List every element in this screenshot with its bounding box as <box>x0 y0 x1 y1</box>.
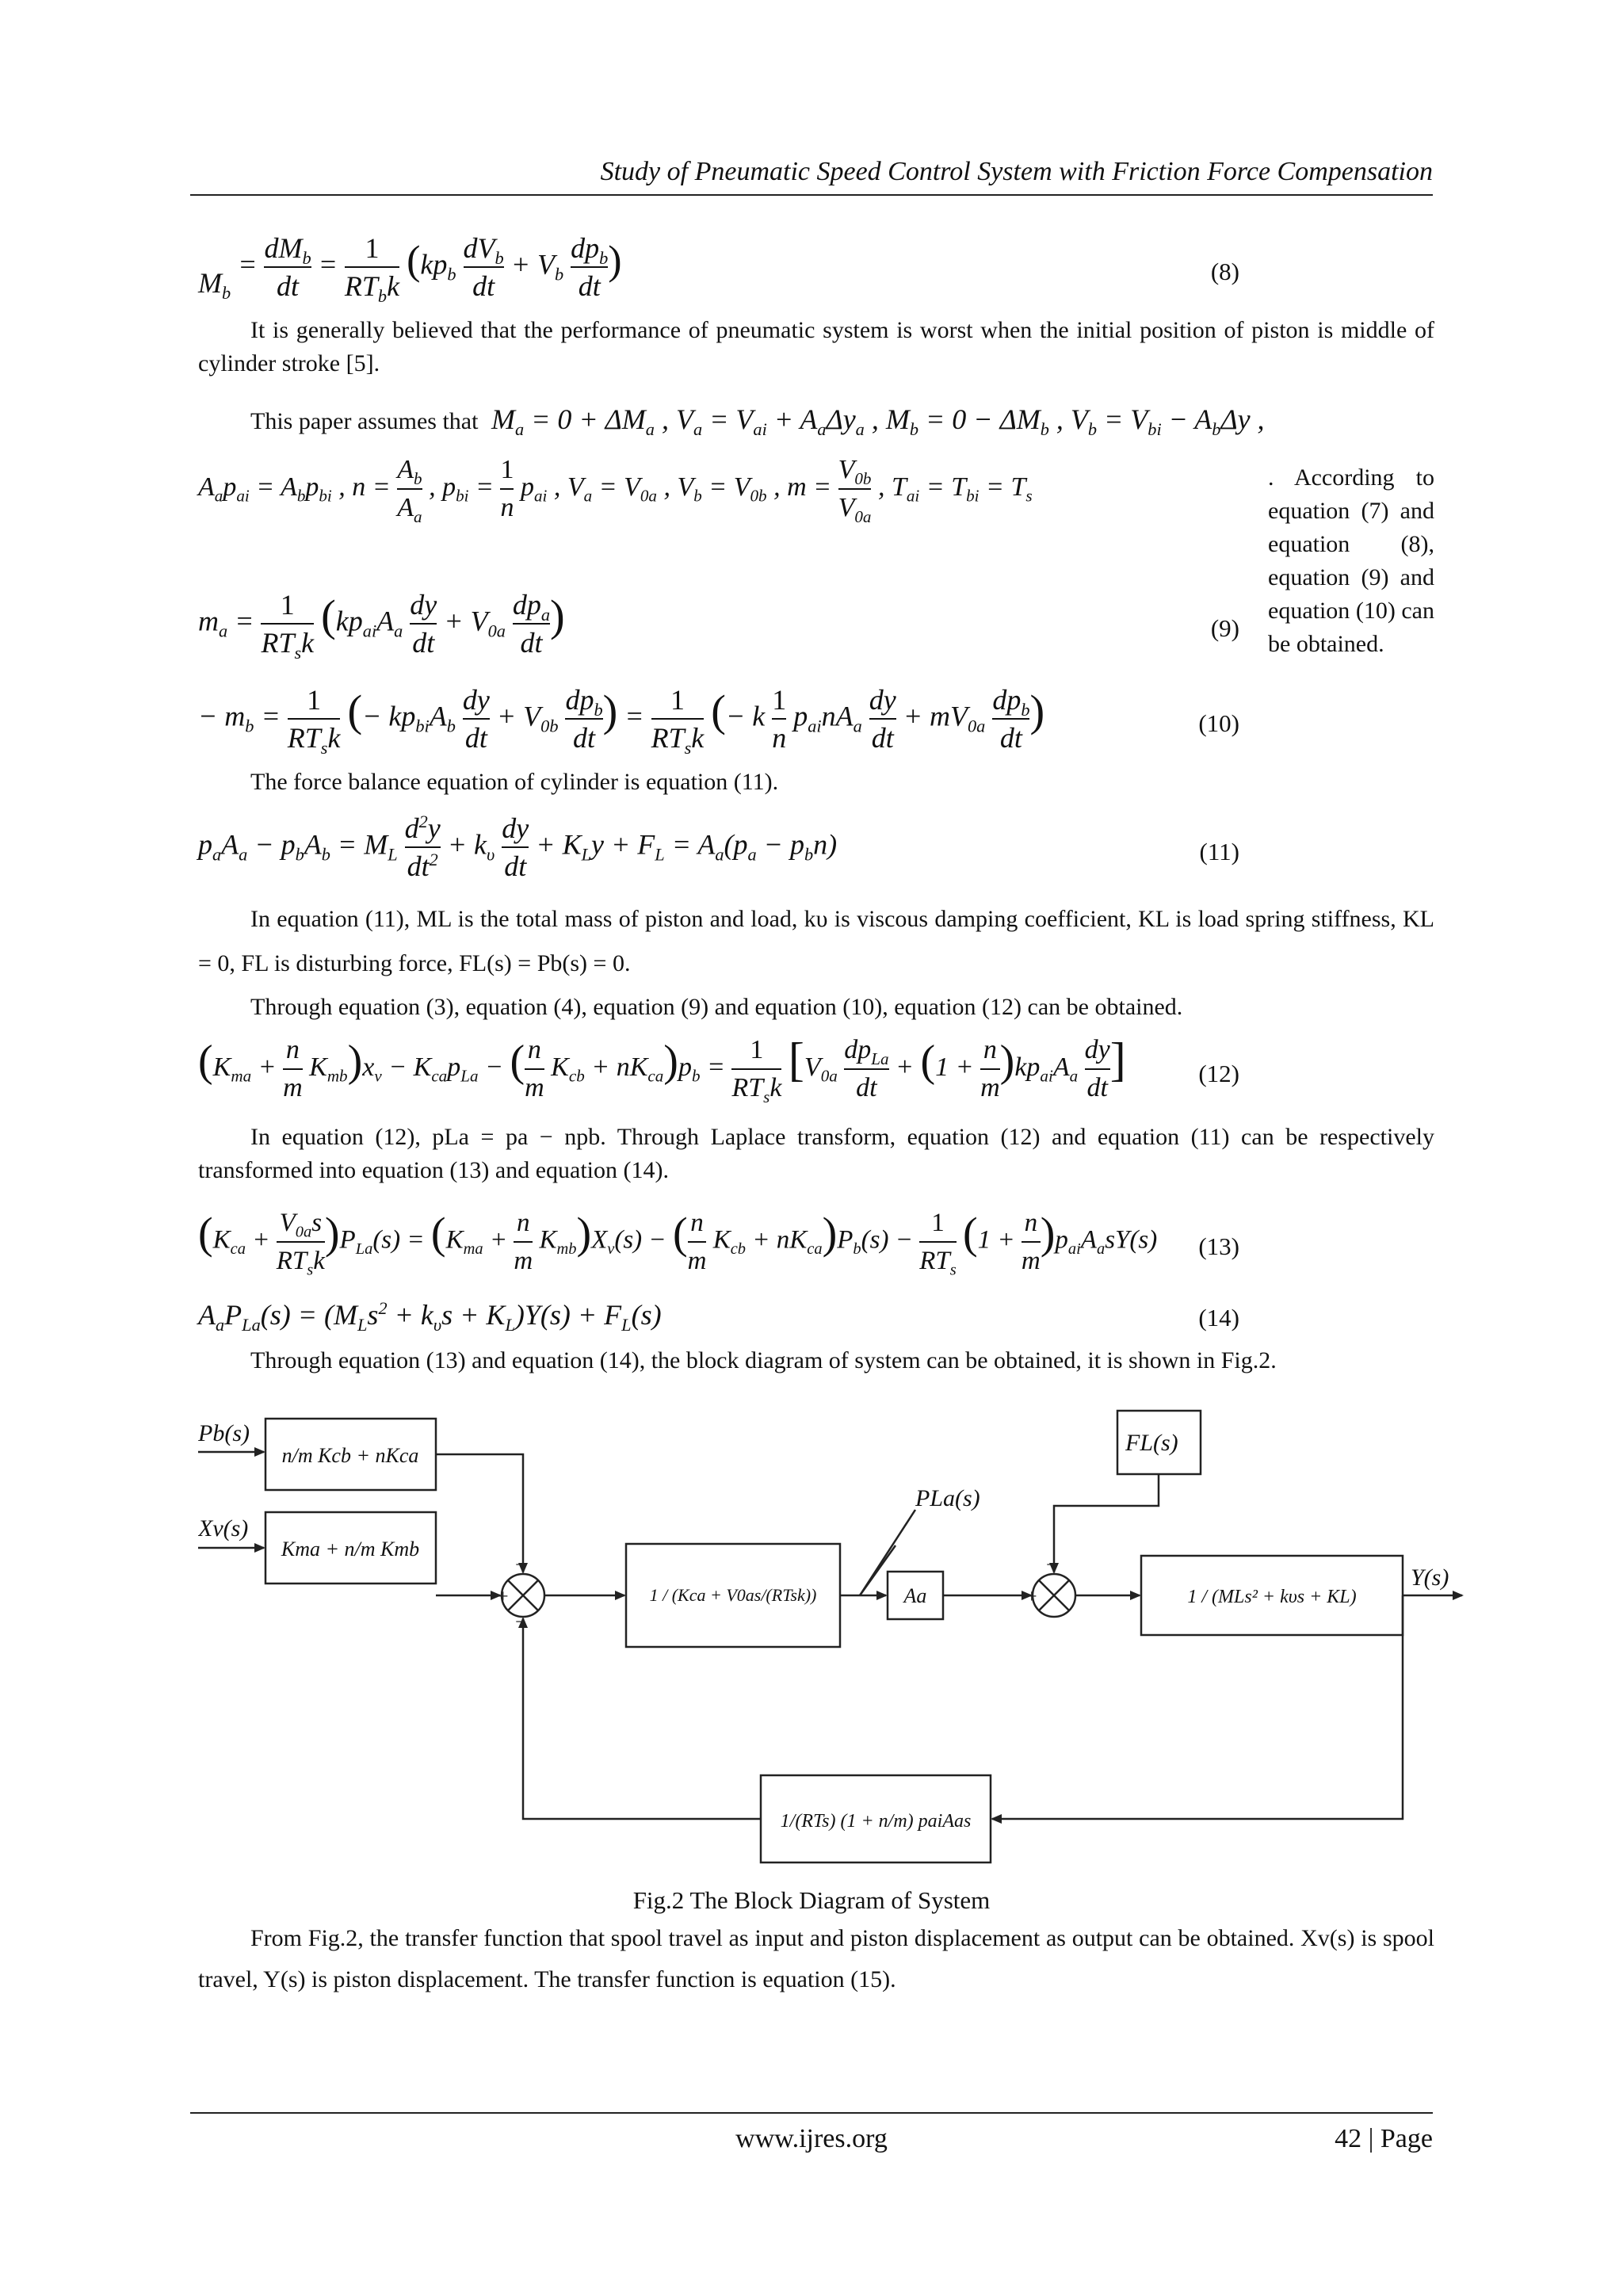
svg-text:−: − <box>515 1555 526 1576</box>
footer-site[interactable]: www.ijres.org <box>735 2124 888 2153</box>
running-title: Study of Pneumatic Speed Control System with Friction Force Compensation <box>600 157 1433 186</box>
equation-13: ($K_{ca} + V_{0a}s$ $RT_sk$ )$P_{La}(s) = (K_{ma} + n$ m $K_{mb})X_v(s)$ − ( n m $K_{cb} + nK_{ca})P_b(s) - 1$ $RT_s$ (1 + n m )$p_{ai}A_asY(s)$ (13) <box>198 1209 1239 1279</box>
equation-8: $M_b = dM_b$ dt = 1 $RT_bk$ ($kp_b$ $dV_b$ dt + $V_b$ $dp_b$ dt ) (8) <box>198 232 1239 307</box>
block-label-b5: 1 / (MLs² + kυs + KL) <box>1187 1587 1357 1607</box>
assumptions-line-2: $A_ap_{ai} = A_bp_{bi}$ , $n = A_b$ $A_a$ , $p_{bi} = \frac{1}{n}$ $p_{ai}$ , $V_a = V_{0a}$ , $V_b = V_{0b}$ , $m = V_{0b}$ $V_{0a}$ , $T_{ai} = T_{bi} = T_s$ <box>198 455 1033 526</box>
equation-10: − $m_b = 1$ $RT_sk$ (− $kp_{bi}A_b$ dy dt + $V_{0b}$ $dp_b$ dt ) = 1 $RT_sk$ (− k $\frac{1}{n}$ $p_{ai}nA_a$ dy dt + $mV_{0a}$ $dp_b$ dt ) (10) <box>198 684 1239 758</box>
paragraph-8: From Fig.2, the transfer function that spool travel as input and piston displacement as output can be obtained. Xv(s) is spool travel, Y(s) is piston displacement. The transfer function is equation (15). <box>198 1925 1434 1992</box>
paragraph-7: Through equation (13) and equation (14), the block diagram of system can be obtained, it is shown in Fig.2. <box>250 1347 1277 1373</box>
paragraph-4: In equation (11), ML is the total mass of piston and load, kυ is viscous damping coefficient, KL is load spring stiffness, KL = 0, FL is disturbing force, FL(s) = Pb(s) = 0. <box>198 906 1434 976</box>
equation-12: ($K_{ma} + n$ m $K_{mb})x_v - K_{ca}p_{La}$ − ( n m $K_{cb} + nK_{ca})p_b = 1$ $RT_sk$ [$V_{0a}$ $dp_{La}$ dt + (1 + n m )$kp_{ai}A_a$ dy dt ] (12) <box>198 1033 1239 1106</box>
input-label-fl: FL(s) <box>1125 1430 1178 1456</box>
equation-number-8: (8) <box>1210 258 1239 285</box>
paragraph-1: It is generally believed that the performance of pneumatic system is worst when the initial position of piston is middle of cylinder stroke [5]. <box>198 317 1434 376</box>
paragraph-3: The force balance equation of cylinder is equation (11). <box>250 769 779 795</box>
svg-text:−: − <box>1046 1555 1057 1576</box>
block-label-b3: 1 / (Kca + V0as/(RTsk)) <box>649 1585 817 1605</box>
equation-number-14: (14) <box>1198 1304 1239 1331</box>
block-label-b6: 1/(RTs) (1 + n/m) paiAas <box>780 1811 972 1832</box>
svg-text:−: − <box>515 1612 526 1633</box>
equation-number-10: (10) <box>1198 709 1239 737</box>
figure-caption: Fig.2 The Block Diagram of System <box>632 1886 991 1914</box>
block-label-b2: Kma + n/m Kmb <box>281 1538 420 1561</box>
header-rule <box>190 194 1433 196</box>
paragraph-5: Through equation (3), equation (4), equation (9) and equation (10), equation (12) can be obtained. <box>250 994 1183 1020</box>
input-label-xv: Xv(s) <box>198 1515 249 1541</box>
equation-number-9: (9) <box>1210 614 1239 642</box>
equation-number-11: (11) <box>1199 838 1239 865</box>
block-diagram <box>198 1403 1466 1878</box>
block-label-b4: Aa <box>903 1584 927 1607</box>
footer-rule <box>190 2112 1433 2114</box>
equation-number-13: (13) <box>1198 1232 1239 1260</box>
input-label-pb: Pb(s) <box>198 1420 250 1446</box>
output-label-y: Y(s) <box>1411 1564 1449 1591</box>
block-label-b1: n/m Kcb + nKca <box>281 1444 419 1467</box>
equation-number-12: (12) <box>1198 1060 1239 1087</box>
footer-page-number: 42 | Page <box>1335 2124 1433 2153</box>
paragraph-2-tail: . According to equation (7) and equation (8), equation (9) and equation (10) can be obtained. <box>1268 464 1434 657</box>
equation-11: $p_aA_a - p_bA_b = M_L$ $d^2y$ $dt^2$ + $k_\upsilon$ dy dt + $K_Ly + F_L = A_a(p_a - p_bn)$ (11) <box>198 810 1434 884</box>
paragraph-6: In equation (12), pLa = pa − npb. Through Laplace transform, equation (12) and equation (11) can be respectively transformed into equation (13) and equation (14). <box>198 1124 1434 1183</box>
signal-label-pla: PLa(s) <box>915 1485 980 1511</box>
paragraph-2-lead-text: This paper assumes that <box>250 408 479 434</box>
equation-9: $m_a = 1$ $RT_sk$ ($kp_{ai}A_a$ dy dt + $V_{0a}$ $dp_a$ dt ) (9) <box>198 589 1239 663</box>
svg-text:+: + <box>1026 1587 1037 1607</box>
svg-text:+: + <box>498 1587 509 1607</box>
equation-14: $A_aP_{La}(s) = (M_Ls^2 + k_\upsilon s + K_L)Y(s) + F_L(s)$ (14) <box>198 1298 1239 1335</box>
paragraph-2-lead: This paper assumes that $M_a = 0 + \Delta M_a$ , $V_a = V_{ai} + A_a\Delta y_a$ , $M_b = 0 - \Delta M_b$ , $V_b = V_{bi} - A_b\Delta y$ , <box>250 403 1265 440</box>
